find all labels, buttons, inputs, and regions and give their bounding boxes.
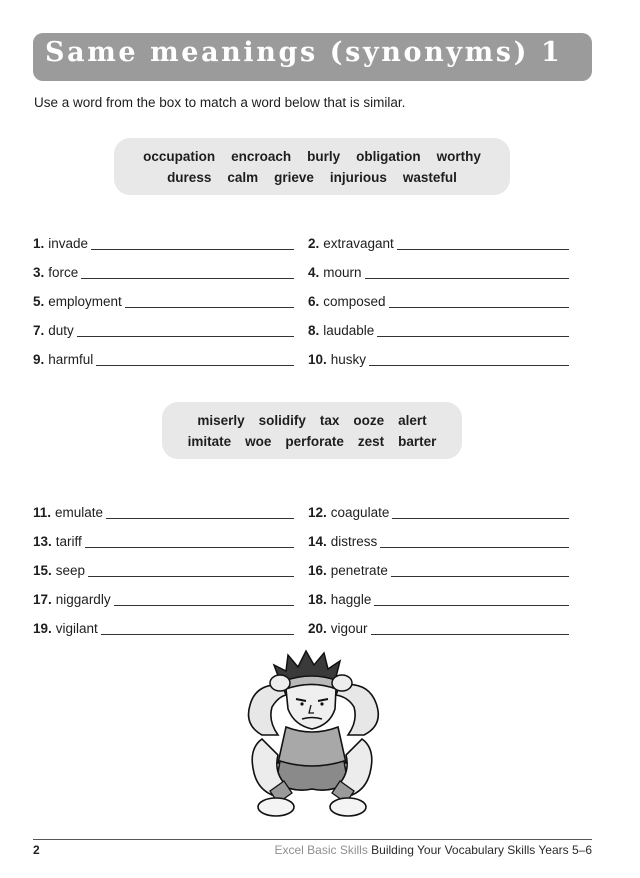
box-word: injurious: [329, 169, 387, 185]
answer-line[interactable]: [377, 335, 569, 337]
question-word: emulate: [55, 505, 104, 520]
answer-line[interactable]: [81, 277, 294, 279]
question-number: 9.: [33, 352, 45, 367]
question-word: mourn: [323, 265, 362, 280]
box-word: ooze: [353, 412, 385, 428]
question-number: 19.: [33, 621, 52, 636]
answer-line[interactable]: [101, 633, 294, 635]
answer-line[interactable]: [369, 364, 569, 366]
question-number: 1.: [33, 236, 45, 251]
instruction-text: Use a word from the box to match a word below that is similar.: [34, 95, 406, 110]
question-number: 8.: [308, 323, 320, 338]
answer-line[interactable]: [391, 575, 569, 577]
question-number: 10.: [308, 352, 327, 367]
box-word: zest: [357, 433, 385, 449]
question-item: [308, 562, 569, 578]
box-word: barter: [398, 433, 437, 449]
question-word: coagulate: [330, 505, 390, 520]
question-word: niggardly: [55, 592, 111, 607]
question-word: laudable: [323, 323, 375, 338]
box-word: burly: [307, 148, 341, 164]
question-word: duty: [48, 323, 74, 338]
box-word: grieve: [274, 169, 314, 185]
word-box-1-row-1: [143, 149, 481, 164]
question-number: 3.: [33, 265, 45, 280]
question-number: 6.: [308, 294, 320, 309]
question-item: [33, 235, 294, 251]
title-banner: [33, 33, 592, 81]
question-word: composed: [323, 294, 386, 309]
box-word: obligation: [356, 148, 421, 164]
question-item: [308, 264, 569, 280]
answer-line[interactable]: [389, 306, 569, 308]
answer-line[interactable]: [125, 306, 294, 308]
answer-line[interactable]: [114, 604, 294, 606]
word-box-2-row-2: [188, 434, 437, 449]
question-item: [33, 293, 294, 309]
box-word: imitate: [187, 433, 232, 449]
question-item: [308, 620, 569, 636]
question-word: seep: [55, 563, 86, 578]
question-word: husky: [330, 352, 367, 367]
question-number: 16.: [308, 563, 327, 578]
box-word: tax: [319, 412, 340, 428]
question-item: [33, 533, 294, 549]
question-number: 2.: [308, 236, 320, 251]
answer-line[interactable]: [77, 335, 294, 337]
answer-line[interactable]: [88, 575, 294, 577]
question-word: invade: [48, 236, 89, 251]
answer-line[interactable]: [397, 248, 569, 250]
question-item: [308, 591, 569, 607]
question-word: extravagant: [323, 236, 394, 251]
page-title: Same meanings (synonyms) 1: [45, 37, 563, 68]
footer-credit: [274, 843, 592, 857]
box-word: alert: [398, 412, 427, 428]
question-number: 11.: [33, 505, 52, 520]
word-box-1-row-2: [167, 170, 457, 185]
question-item: [33, 504, 294, 520]
question-word: tariff: [55, 534, 82, 549]
word-box-1: [114, 138, 510, 195]
question-item: [308, 504, 569, 520]
footer-divider: [33, 839, 592, 840]
answer-line[interactable]: [371, 633, 569, 635]
box-word: calm: [227, 169, 259, 185]
question-number: 12.: [308, 505, 327, 520]
box-word: encroach: [231, 148, 292, 164]
frustrated-boy-illustration: [222, 643, 402, 821]
question-item: [33, 562, 294, 578]
question-item: [308, 533, 569, 549]
box-word: worthy: [436, 148, 481, 164]
answer-line[interactable]: [85, 546, 294, 548]
box-word: duress: [167, 169, 212, 185]
answer-line[interactable]: [96, 364, 294, 366]
question-item: [33, 322, 294, 338]
question-item: [33, 620, 294, 636]
word-box-2-row-1: [197, 413, 426, 428]
answer-line[interactable]: [392, 517, 569, 519]
question-word: employment: [48, 294, 122, 309]
question-item: [308, 293, 569, 309]
question-number: 20.: [308, 621, 327, 636]
box-word: miserly: [197, 412, 245, 428]
box-word: solidify: [258, 412, 306, 428]
question-number: 5.: [33, 294, 45, 309]
question-number: 4.: [308, 265, 320, 280]
question-word: penetrate: [330, 563, 388, 578]
question-item: [33, 591, 294, 607]
question-item: [308, 235, 569, 251]
question-number: 7.: [33, 323, 45, 338]
question-word: force: [48, 265, 79, 280]
box-word: occupation: [143, 148, 216, 164]
box-word: wasteful: [402, 169, 457, 185]
question-item: [308, 322, 569, 338]
question-number: 15.: [33, 563, 52, 578]
answer-line[interactable]: [106, 517, 294, 519]
question-number: 13.: [33, 534, 52, 549]
question-word: vigour: [330, 621, 368, 636]
footer-series: Excel Basic Skills: [274, 843, 368, 857]
question-word: harmful: [48, 352, 94, 367]
question-item: [33, 351, 294, 367]
answer-line[interactable]: [374, 604, 569, 606]
answer-line[interactable]: [365, 277, 569, 279]
footer-book: Building Your Vocabulary Skills Years 5–6: [371, 843, 592, 857]
answer-line[interactable]: [91, 248, 294, 250]
question-item: [33, 264, 294, 280]
question-word: distress: [330, 534, 378, 549]
question-word: vigilant: [55, 621, 98, 636]
page-number: 2: [33, 843, 40, 857]
word-box-2: [162, 402, 462, 459]
question-number: 18.: [308, 592, 327, 607]
box-word: woe: [245, 433, 272, 449]
question-word: haggle: [330, 592, 372, 607]
question-item: [308, 351, 569, 367]
answer-line[interactable]: [380, 546, 569, 548]
question-number: 17.: [33, 592, 52, 607]
box-word: perforate: [285, 433, 344, 449]
question-number: 14.: [308, 534, 327, 549]
